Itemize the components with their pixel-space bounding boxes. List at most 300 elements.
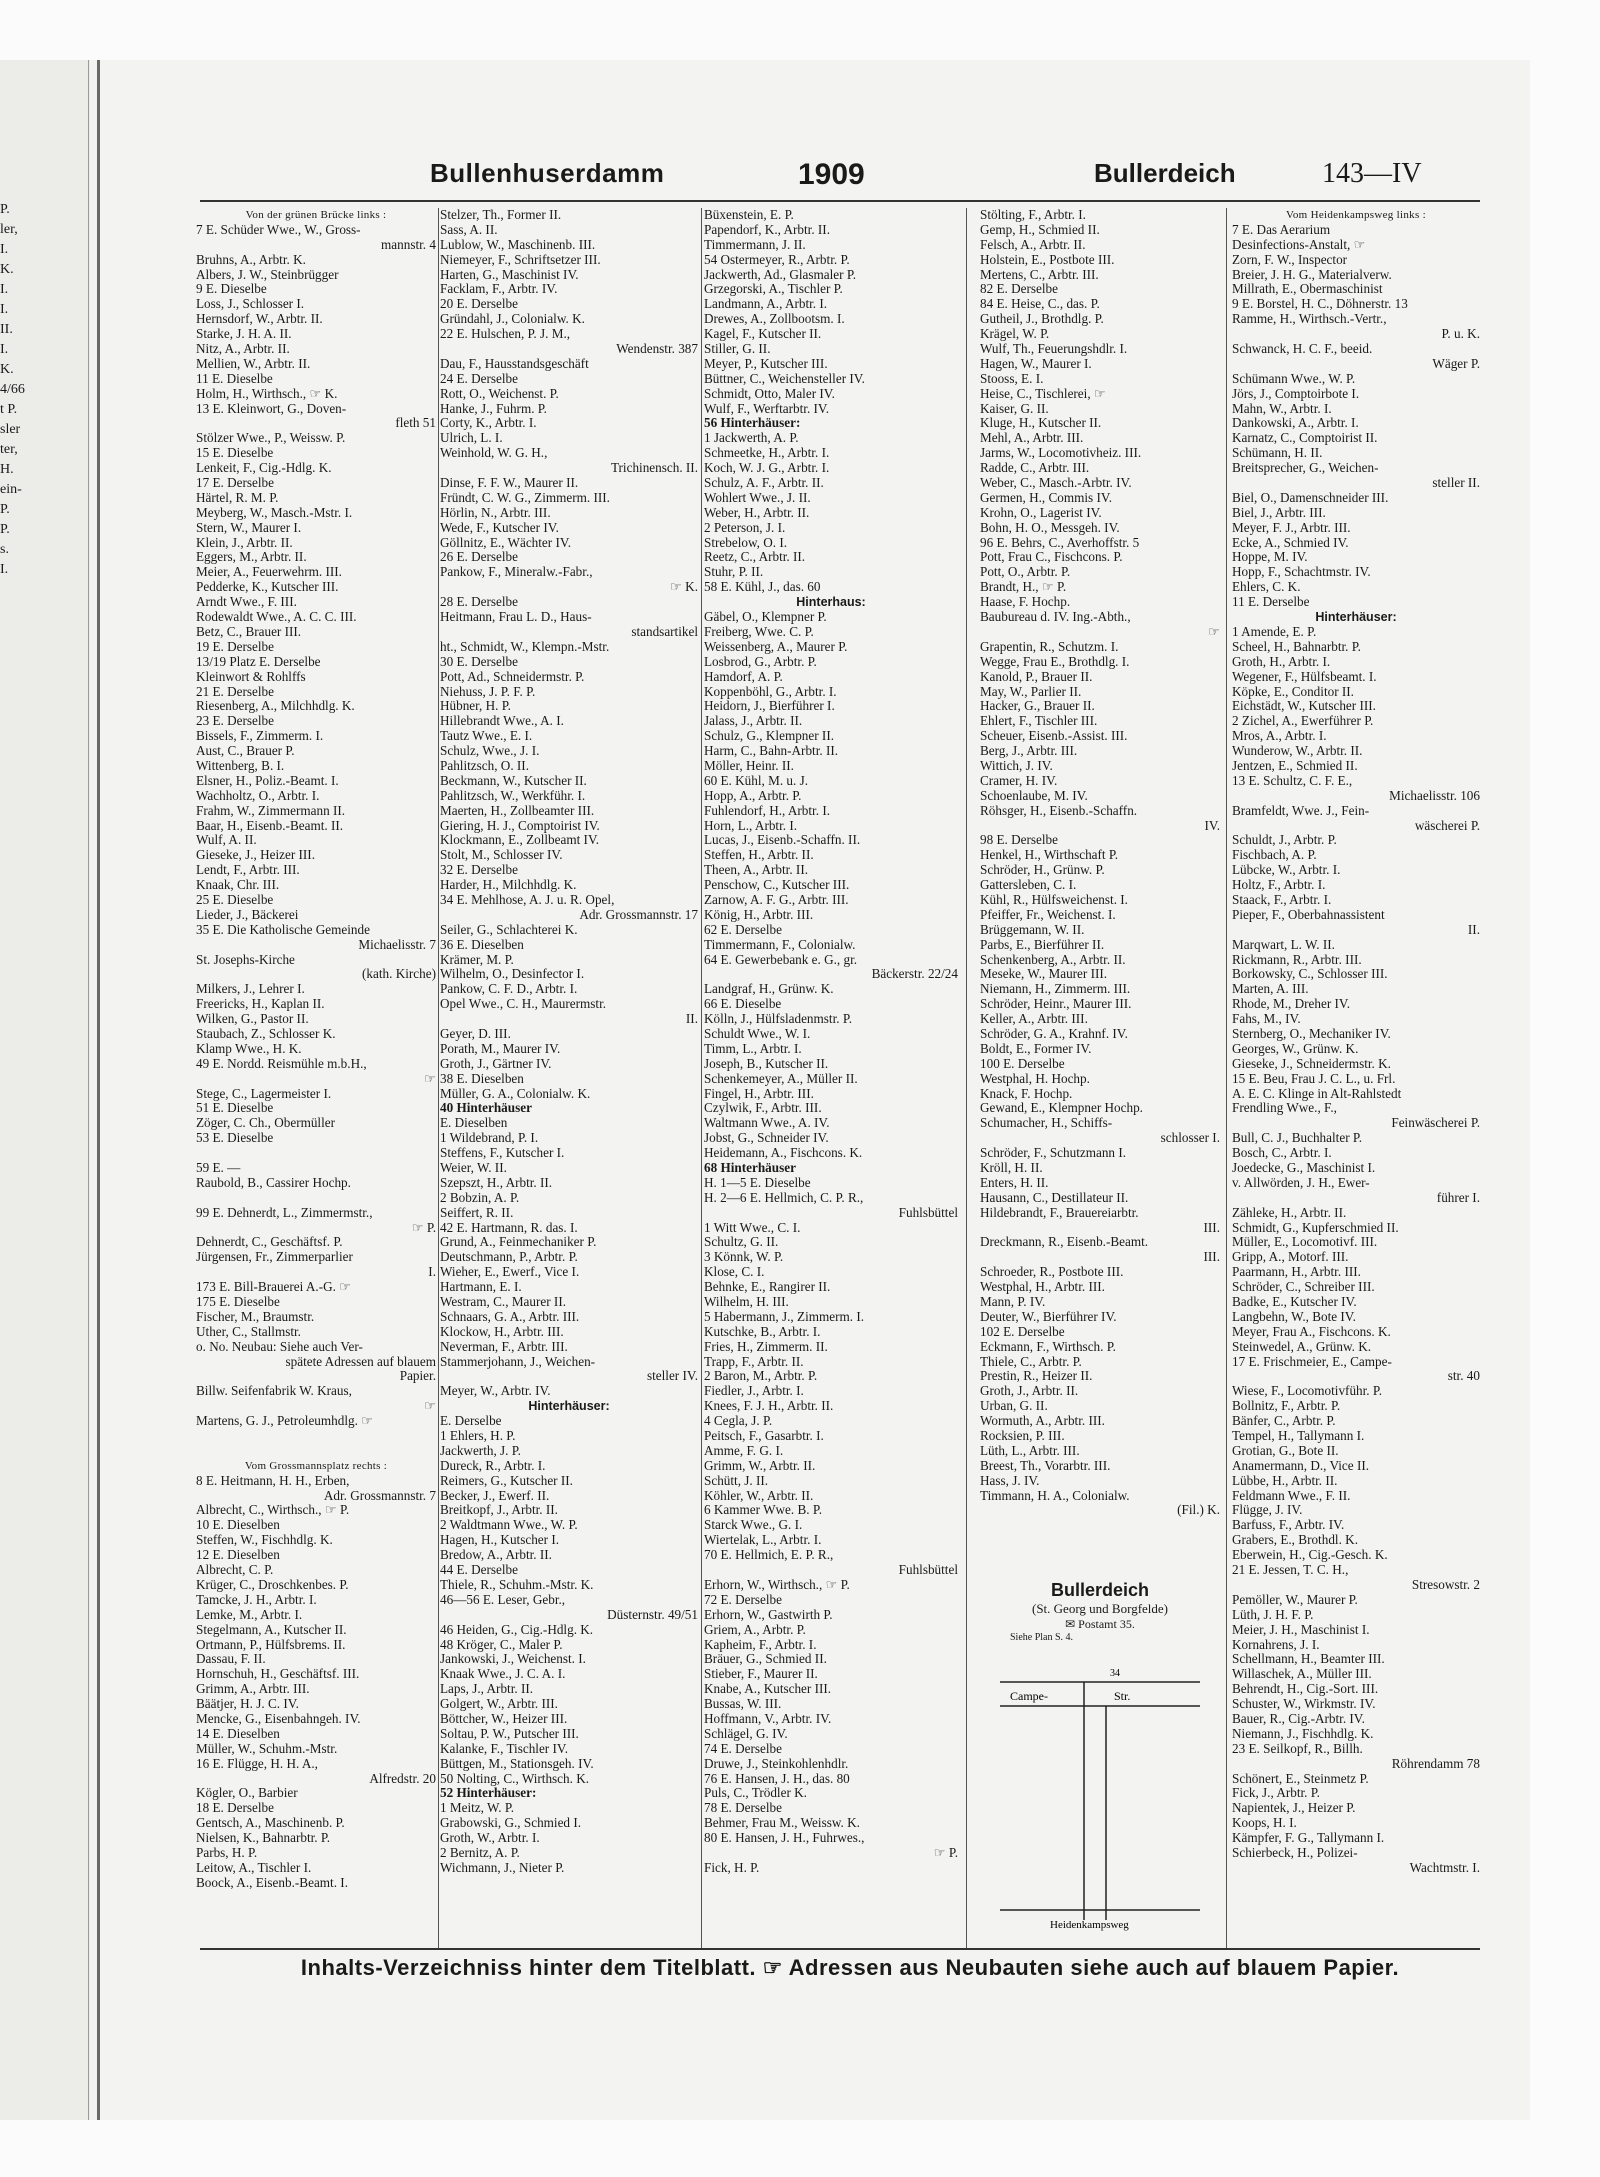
- directory-entry: Fuhlsbüttel: [898, 1563, 958, 1578]
- directory-entry: Kaiser, G. II.: [980, 401, 1049, 416]
- directory-entry: Karnatz, C., Comptoirist II.: [1232, 431, 1378, 446]
- directory-entry: Mellien, W., Arbtr. II.: [196, 356, 311, 371]
- directory-entry: Lüth, J. H. F. P.: [1232, 1607, 1314, 1622]
- directory-entry: Tautz Wwe., E. I.: [440, 729, 533, 744]
- directory-entry: Knees, F. J. H., Arbtr. II.: [704, 1399, 834, 1414]
- previous-page-fragment: P.: [0, 502, 10, 517]
- directory-entry: Wittich, J. IV.: [980, 758, 1053, 773]
- directory-entry: Grimm, A., Arbtr. III.: [196, 1682, 310, 1697]
- directory-entry: Strebelow, O. I.: [704, 535, 788, 550]
- column-divider: [438, 208, 439, 1948]
- directory-entry: Dau, F., Hausstandsgeschäft: [440, 356, 589, 371]
- directory-entry: Fuhlendorf, H., Arbtr. I.: [704, 803, 831, 818]
- directory-entry: Badke, E., Kutscher IV.: [1232, 1295, 1357, 1310]
- directory-entry: führer I.: [1436, 1190, 1480, 1205]
- directory-entry: Nielsen, K., Bahnarbtr. P.: [196, 1831, 331, 1846]
- directory-entry: Bauer, R., Cig.-Arbtr. IV.: [1232, 1711, 1365, 1726]
- directory-entry: Breier, J. H. G., Materialverw.: [1232, 267, 1392, 282]
- directory-entry: Pieper, F., Oberbahnassistent: [1232, 907, 1385, 922]
- directory-entry: 2 Peterson, J. I.: [704, 520, 786, 535]
- directory-entry: Wohlert Wwe., J. II.: [704, 490, 811, 505]
- directory-entry: Joedecke, G., Maschinist I.: [1232, 1161, 1376, 1175]
- directory-entry: Kutschke, B., Arbtr. I.: [704, 1324, 821, 1339]
- directory-entry: Millrath, E., Obermaschinist: [1232, 282, 1383, 297]
- directory-entry: Arndt Wwe., F. III.: [196, 595, 297, 610]
- column-3: [704, 208, 958, 1948]
- directory-entry: 25 E. Dieselbe: [196, 892, 274, 907]
- directory-entry: 1 Witt Wwe., C. I.: [704, 1220, 801, 1235]
- directory-entry: Hillebrandt Wwe., A. I.: [440, 714, 564, 729]
- directory-entry: Lublow, W., Maschinenb. III.: [440, 237, 596, 252]
- directory-entry: Steffen, W., Fischhdlg. K.: [196, 1533, 333, 1548]
- directory-entry: I.: [428, 1265, 436, 1280]
- page-gutter-line: [97, 60, 100, 2120]
- directory-entry: 5 Habermann, J., Zimmerm. I.: [704, 1309, 865, 1324]
- directory-entry: Lendt, F., Arbtr. III.: [196, 863, 300, 878]
- directory-entry: Brandt, H., ☞ P.: [980, 580, 1067, 595]
- directory-entry: 54 Ostermeyer, R., Arbtr. P.: [704, 252, 850, 267]
- directory-entry: Wegener, F., Hülfsbeamt. I.: [1232, 669, 1377, 684]
- directory-entry: Kornahrens, J. I.: [1232, 1637, 1320, 1652]
- directory-entry: Wendenstr. 387: [616, 342, 698, 357]
- directory-entry: Westphal, H., Arbtr. III.: [980, 1280, 1105, 1295]
- directory-entry: Holm, H., Wirthsch., ☞ K.: [196, 386, 338, 401]
- directory-entry: ☞: [1208, 624, 1220, 639]
- directory-entry: Becker, J., Ewerf. II.: [440, 1488, 550, 1503]
- directory-entry: Ecke, A., Schmied IV.: [1232, 535, 1349, 550]
- directory-entry: Germen, H., Commis IV.: [980, 490, 1112, 505]
- directory-entry: Mahn, W., Arbtr. I.: [1232, 401, 1332, 416]
- directory-entry: Schümann, H. II.: [1232, 446, 1323, 461]
- directory-entry: 53 E. Dieselbe: [196, 1131, 274, 1146]
- directory-entry: 76 E. Hansen, J. H., das. 80: [704, 1771, 850, 1786]
- directory-entry: Bussas, W. III.: [704, 1697, 782, 1712]
- directory-entry: Marqwart, L. W. II.: [1232, 937, 1335, 952]
- directory-entry: 58 E. Kühl, J., das. 60: [704, 580, 821, 595]
- directory-entry: Heitmann, Frau L. D., Haus-: [440, 610, 592, 625]
- directory-entry: Napientek, J., Heizer P.: [1232, 1801, 1356, 1816]
- directory-entry: Deutschmann, P., Arbtr. P.: [440, 1250, 578, 1265]
- directory-entry: 2 Waldtmann Wwe., W. P.: [440, 1518, 578, 1533]
- directory-entry: Hopp, A., Arbtr. P.: [704, 788, 802, 803]
- directory-entry: Klockow, H., Arbtr. III.: [440, 1324, 564, 1339]
- directory-entry: 12 E. Dieselben: [196, 1548, 280, 1563]
- directory-entry: Koppenböhl, G., Arbtr. I.: [704, 684, 837, 699]
- directory-entry: Steinwedel, A., Grünw. K.: [1232, 1339, 1372, 1354]
- directory-entry: III.: [1203, 1250, 1220, 1265]
- directory-entry: Jentzen, E., Schmied II.: [1232, 758, 1358, 773]
- directory-entry: Scheuer, Eisenb.-Assist. III.: [980, 729, 1128, 744]
- directory-entry: Adr. Grossmannstr. 17: [579, 907, 698, 922]
- column-4: [980, 208, 1220, 1578]
- directory-entry: Puls, C., Trödler K.: [704, 1786, 807, 1801]
- directory-entry: Schenkenberg, A., Arbtr. II.: [980, 952, 1126, 967]
- directory-entry: Niemann, H., Zimmerm. III.: [980, 982, 1131, 997]
- directory-entry: Schwanck, H. C. F., beeid.: [1232, 342, 1373, 357]
- directory-entry: Albers, J. W., Steinbrügger: [196, 267, 339, 282]
- directory-entry: König, H., Arbtr. III.: [704, 907, 814, 922]
- directory-entry: Geyer, D. III.: [440, 1026, 511, 1041]
- directory-entry: Vom Grossmannsplatz rechts :: [244, 1459, 388, 1472]
- directory-entry: Müller, E., Locomotivf. III.: [1232, 1235, 1378, 1250]
- directory-entry: Feinwäscherei P.: [1391, 1116, 1480, 1131]
- directory-entry: 4 Cegla, J. P.: [704, 1414, 773, 1429]
- directory-entry: Schröder, G. A., Krahnf. IV.: [980, 1026, 1128, 1041]
- directory-entry: Hoffmann, V., Arbtr. IV.: [704, 1711, 832, 1726]
- directory-entry: Niehuss, J. P. F. P.: [440, 684, 536, 699]
- directory-entry: standsartikel: [631, 624, 698, 639]
- directory-entry: Pott, O., Arbtr. P.: [980, 565, 1071, 580]
- directory-entry: Dehnerdt, C., Geschäftsf. P.: [196, 1235, 343, 1250]
- directory-entry: Adr. Grossmannstr. 7: [323, 1488, 436, 1503]
- directory-entry: Timm, L., Arbtr. I.: [704, 1041, 802, 1056]
- directory-entry: Baubureau d. IV. Ing.-Abth.,: [980, 610, 1131, 625]
- directory-entry: Fischbach, A. P.: [1232, 848, 1317, 863]
- directory-entry: Grotian, G., Bote II.: [1232, 1443, 1339, 1458]
- directory-entry: 1 Ehlers, H. P.: [440, 1429, 516, 1444]
- directory-entry: Stelzer, Th., Former II.: [440, 208, 562, 222]
- directory-entry: Jackwerth, Ad., Glasmaler P.: [704, 267, 856, 282]
- directory-entry: 15 E. Beu, Frau J. C. L., u. Frl.: [1232, 1071, 1396, 1086]
- directory-entry: 70 E. Hellmich, E. P. R.,: [704, 1548, 834, 1563]
- directory-entry: Raubold, B., Cassirer Hochp.: [196, 1175, 351, 1190]
- directory-entry: 84 E. Heise, C., das. P.: [980, 297, 1100, 312]
- directory-entry: [196, 1146, 436, 1161]
- directory-entry: Uther, C., Stallmstr.: [196, 1324, 301, 1339]
- directory-entry: Timmermann, F., Colonialw.: [704, 937, 856, 952]
- directory-entry: Dassau, F. II.: [196, 1652, 266, 1667]
- directory-entry: Facklam, F., Arbtr. IV.: [440, 282, 558, 297]
- column-divider: [701, 208, 702, 1948]
- directory-entry: Elsner, H., Poliz.-Beamt. I.: [196, 773, 339, 788]
- directory-entry: 21 E. Jessen, T. C. H.,: [1232, 1563, 1349, 1578]
- directory-entry: Büttgen, M., Stationsgeh. IV.: [440, 1756, 594, 1771]
- directory-entry: Müller, W., Schuhm.-Mstr.: [196, 1741, 338, 1756]
- directory-entry: Hopp, F., Schachtmstr. IV.: [1232, 565, 1371, 580]
- previous-page-fragment: K.: [0, 262, 14, 277]
- directory-entry: Pahlitzsch, O. II.: [440, 758, 529, 773]
- directory-entry: Mehl, A., Arbtr. III.: [980, 431, 1084, 446]
- directory-entry: Grabers, E., Brothdl. K.: [1232, 1533, 1358, 1548]
- directory-entry: Wede, F., Kutscher IV.: [440, 520, 559, 535]
- previous-page-fragment: t P.: [0, 402, 18, 417]
- directory-entry: 15 E. Dieselbe: [196, 446, 274, 461]
- directory-entry: Albrecht, C., Wirthsch., ☞ P.: [196, 1503, 350, 1518]
- directory-entry: Kleinwort & Rohlffs: [196, 669, 306, 684]
- directory-entry: Papier.: [399, 1369, 436, 1384]
- directory-entry: Kühl, R., Hülfsweichenst. I.: [980, 892, 1128, 907]
- directory-entry: Jankowski, J., Weichenst. I.: [440, 1652, 586, 1667]
- directory-entry: Seiler, G., Schlachterei K.: [440, 922, 578, 937]
- directory-entry: Druwe, J., Steinkohlenhdlr.: [704, 1756, 849, 1771]
- directory-entry: Dreckmann, R., Eisenb.-Beamt.: [980, 1235, 1149, 1250]
- directory-entry: Pedderke, K., Kutscher III.: [196, 580, 339, 595]
- directory-entry: Fründt, C. W. G., Zimmerm. III.: [440, 490, 610, 505]
- directory-entry: Hartmann, E. I.: [440, 1280, 522, 1295]
- directory-entry: Weber, H., Arbtr. II.: [704, 505, 810, 520]
- directory-entry: Wittenberg, B. I.: [196, 758, 285, 773]
- directory-entry: IV.: [1204, 818, 1220, 833]
- directory-entry: Bänfer, C., Arbtr. P.: [1232, 1414, 1336, 1429]
- directory-entry: Koops, H. I.: [1232, 1816, 1297, 1831]
- directory-entry: Milkers, J., Lehrer I.: [196, 982, 305, 997]
- directory-entry: Brüggemann, W. II.: [980, 922, 1085, 937]
- directory-entry: 14 E. Dieselben: [196, 1726, 280, 1741]
- directory-entry: Schröder, F., Schutzmann I.: [980, 1146, 1127, 1161]
- directory-entry: 24 E. Derselbe: [440, 371, 518, 386]
- directory-entry: 2 Bobzin, A. P.: [440, 1190, 520, 1205]
- directory-entry: Penschow, C., Kutscher III.: [704, 878, 850, 893]
- directory-entry: Schulz, G., Klempner II.: [704, 729, 835, 744]
- directory-entry: Waltmann Wwe., A. IV.: [704, 1116, 830, 1131]
- directory-entry: Meyer, W., Arbtr. IV.: [440, 1384, 551, 1399]
- directory-entry: Pott, Ad., Schneidermstr. P.: [440, 669, 585, 684]
- directory-entry: Grzegorski, A., Tischler P.: [704, 282, 843, 297]
- directory-entry: E. Dieselben: [440, 1116, 508, 1131]
- directory-entry: 173 E. Bill-Brauerei A.-G. ☞: [196, 1280, 352, 1295]
- directory-entry: Enters, H. II.: [980, 1175, 1049, 1190]
- directory-entry: Meyer, F. J., Arbtr. III.: [1232, 520, 1351, 535]
- directory-entry: Groth, W., Arbtr. I.: [440, 1831, 540, 1846]
- directory-entry: 74 E. Derselbe: [704, 1741, 782, 1756]
- directory-entry: Wieher, E., Ewerf., Vice I.: [440, 1265, 580, 1280]
- directory-entry: Behrendt, H., Cig.-Sort. III.: [1232, 1682, 1379, 1697]
- directory-entry: Kagel, F., Kutscher II.: [704, 327, 822, 342]
- directory-entry: Boldt, E., Former IV.: [980, 1041, 1092, 1056]
- directory-entry: 13 E. Kleinwort, G., Doven-: [196, 401, 347, 416]
- directory-entry: Lucas, J., Eisenb.-Schaffn. II.: [704, 833, 861, 848]
- directory-entry: Eckmann, F., Wirthsch. P.: [980, 1339, 1116, 1354]
- directory-entry: 1 Jackwerth, A. P.: [704, 431, 799, 446]
- directory-entry: Bohn, H. O., Messgeh. IV.: [980, 520, 1120, 535]
- directory-entry: Radde, C., Arbtr. III.: [980, 461, 1090, 476]
- directory-entry: Lüth, L., Arbtr. III.: [980, 1443, 1080, 1458]
- directory-entry: Schönert, E., Steinmetz P.: [1232, 1771, 1369, 1786]
- column-divider: [966, 208, 967, 1948]
- directory-entry: Sass, A. II.: [440, 222, 498, 237]
- column-divider: [1226, 208, 1227, 1948]
- directory-entry: Timmermann, J. II.: [704, 237, 806, 252]
- directory-entry: Schmeetke, H., Arbtr. I.: [704, 446, 830, 461]
- directory-entry: Bollnitz, F., Arbtr. P.: [1232, 1399, 1341, 1414]
- directory-entry: Steffen, H., Arbtr. II.: [704, 848, 814, 863]
- directory-entry: 42 E. Hartmann, R. das. I.: [440, 1220, 578, 1235]
- directory-entry: Stern, W., Maurer I.: [196, 520, 302, 535]
- directory-entry: 7 E. Das Aerarium: [1232, 222, 1331, 237]
- directory-entry: 22 E. Hulschen, P. J. M.,: [440, 327, 571, 342]
- directory-entry: spätete Adressen auf blauem: [285, 1354, 436, 1369]
- directory-entry: Weier, W. II.: [440, 1161, 507, 1175]
- directory-entry: [196, 1429, 436, 1444]
- directory-entry: Scheel, H., Bahnarbtr. P.: [1232, 639, 1361, 654]
- directory-entry: 78 E. Derselbe: [704, 1801, 782, 1816]
- directory-entry: Losbrod, G., Arbtr. P.: [704, 654, 817, 669]
- directory-entry: A. E. C. Klinge in Alt-Rahlstedt: [1232, 1086, 1402, 1101]
- directory-entry: Riesenberg, A., Milchhdlg. K.: [196, 699, 355, 714]
- directory-entry: Schütt, J. II.: [704, 1473, 769, 1488]
- directory-entry: Betz, C., Brauer III.: [196, 624, 302, 639]
- directory-entry: Jörs, J., Comptoirbote I.: [1232, 386, 1360, 401]
- directory-entry: Prestin, R., Heizer II.: [980, 1369, 1093, 1384]
- directory-entry: Westram, C., Maurer II.: [440, 1295, 567, 1310]
- directory-entry: Erhorn, W., Wirthsch., ☞ P.: [704, 1577, 850, 1592]
- directory-entry: 100 E. Derselbe: [980, 1056, 1065, 1071]
- directory-entry: Krüger, C., Droschkenbes. P.: [196, 1577, 349, 1592]
- directory-entry: Bruhns, A., Arbtr. K.: [196, 252, 306, 267]
- directory-entry: Pahlitzsch, W., Werkführ. I.: [440, 788, 586, 803]
- directory-entry: 7 E. Schüder Wwe., W., Gross-: [196, 222, 361, 237]
- directory-entry: Böttcher, W., Heizer III.: [440, 1711, 568, 1726]
- directory-entry: 80 E. Hansen, J. H., Fuhrwes.,: [704, 1831, 865, 1846]
- previous-page-fragment: I.: [0, 562, 9, 577]
- street-map-sketch: [990, 1662, 1210, 1932]
- previous-page-fragment: ter,: [0, 442, 18, 457]
- directory-entry: Grund, A., Feinmechaniker P.: [440, 1235, 597, 1250]
- directory-entry: Jürgensen, Fr., Zimmerparlier: [196, 1250, 353, 1265]
- directory-entry: Henkel, H., Wirthschaft P.: [980, 848, 1119, 863]
- directory-entry: Thiele, C., Arbtr. P.: [980, 1354, 1082, 1369]
- column-5: [1232, 208, 1480, 1948]
- directory-entry: Schenkemeyer, A., Müller II.: [704, 1071, 858, 1086]
- directory-entry: Horn, L., Arbtr. I.: [704, 818, 798, 833]
- directory-entry: Beckmann, W., Kutscher II.: [440, 773, 587, 788]
- directory-entry: Hornschuh, H., Geschäftsf. III.: [196, 1667, 360, 1682]
- directory-entry: P. u. K.: [1441, 327, 1480, 342]
- directory-entry: Felsch, A., Arbtr. II.: [980, 237, 1086, 252]
- directory-entry: Fingel, H., Arbtr. III.: [704, 1086, 814, 1101]
- plan-reference: Siehe Plan S. 4.: [1010, 1632, 1074, 1643]
- directory-entry: Schmidt, Otto, Maler IV.: [704, 386, 835, 401]
- directory-entry: Bissels, F., Zimmerm. I.: [196, 729, 324, 744]
- directory-entry: Knabe, A., Kutscher III.: [704, 1682, 832, 1697]
- directory-entry: Kalanke, F., Tischler IV.: [440, 1741, 569, 1756]
- directory-entry: Hagen, H., Kutscher I.: [440, 1533, 560, 1548]
- directory-entry: Anamermann, D., Vice II.: [1232, 1458, 1370, 1473]
- directory-entry: Ortmann, P., Hülfsbrems. II.: [196, 1637, 346, 1652]
- directory-entry: Bräuer, G., Schmied II.: [704, 1652, 827, 1667]
- directory-entry: Von der grünen Brücke links :: [245, 209, 387, 221]
- directory-entry: Wilken, G., Pastor II.: [196, 1012, 309, 1027]
- directory-entry: Deuter, W., Bierführer IV.: [980, 1309, 1117, 1324]
- directory-entry: Vom Heidenkampsweg links :: [1286, 209, 1426, 221]
- directory-entry: Wachholtz, O., Arbtr. I.: [196, 788, 320, 803]
- directory-entry: Maerten, H., Zollbeamter III.: [440, 803, 595, 818]
- directory-entry: 44 E. Derselbe: [440, 1563, 518, 1578]
- directory-entry: Knaak Wwe., J. C. A. I.: [440, 1667, 566, 1682]
- directory-entry: 13 E. Schultz, C. F. E.,: [1232, 773, 1353, 788]
- directory-entry: Breitkopf, J., Arbtr. II.: [440, 1503, 558, 1518]
- directory-entry: Flügge, J. IV.: [1232, 1503, 1303, 1518]
- directory-entry: Krämer, M. P.: [440, 952, 514, 967]
- directory-entry: Gieseke, J., Schneidermstr. K.: [1232, 1056, 1391, 1071]
- directory-entry: Martens, G. J., Petroleumhdlg. ☞: [196, 1414, 374, 1429]
- directory-entry: Giering, H. J., Comptoirist IV.: [440, 818, 600, 833]
- directory-entry: 19 E. Derselbe: [196, 639, 274, 654]
- directory-entry: Schmidt, G., Kupferschmied II.: [1232, 1220, 1399, 1235]
- directory-entry: Gründahl, J., Colonialw. K.: [440, 312, 585, 327]
- directory-entry: Gripp, A., Motorf. III.: [1232, 1250, 1349, 1265]
- directory-entry: Gattersleben, C. I.: [980, 878, 1077, 893]
- directory-entry: Hörlin, N., Arbtr. III.: [440, 505, 551, 520]
- directory-entry: Stuhr, P. II.: [704, 565, 764, 580]
- directory-entry: Pankow, F., Mineralw.-Fabr.,: [440, 565, 593, 580]
- directory-entry: Pfeiffer, Fr., Weichenst. I.: [980, 907, 1116, 922]
- directory-entry: 17 E. Frischmeier, E., Campe-: [1232, 1354, 1392, 1369]
- directory-entry: Baar, H., Eisenb.-Beamt. II.: [196, 818, 344, 833]
- previous-page-fragment: ein-: [0, 482, 22, 497]
- previous-page-fragment: II.: [0, 322, 13, 337]
- directory-entry: Schuldt, J., Arbtr. P.: [1232, 833, 1337, 848]
- directory-entry: Ulrich, L. I.: [440, 431, 503, 446]
- section-subtitle: (St. Georg und Borgfelde): [1032, 1601, 1168, 1616]
- directory-entry: 21 E. Derselbe: [196, 684, 274, 699]
- directory-entry: Steffens, F., Kutscher I.: [440, 1146, 565, 1161]
- directory-entry: Wichmann, J., Nieter P.: [440, 1860, 565, 1875]
- directory-entry: Krohn, O., Lagerist IV.: [980, 505, 1102, 520]
- previous-page-fragment: 4/66: [0, 382, 25, 397]
- directory-entry: Paarmann, H., Arbtr. III.: [1232, 1265, 1361, 1280]
- directory-entry: Fahs, M., IV.: [1232, 1012, 1301, 1027]
- directory-entry: Röhrendamm 78: [1391, 1756, 1480, 1771]
- directory-entry: Eichstädt, W., Kutscher III.: [1232, 699, 1376, 714]
- directory-entry: Wachtmstr. I.: [1409, 1860, 1480, 1875]
- directory-entry: 48 Kröger, C., Maler P.: [440, 1637, 563, 1652]
- directory-entry: Alfredstr. 20: [369, 1771, 436, 1786]
- directory-entry: 40 Hinterhäuser: [440, 1101, 532, 1116]
- directory-entry: Gewand, E., Klempner Hochp.: [980, 1101, 1143, 1116]
- directory-entry: Gemp, H., Schmied II.: [980, 222, 1100, 237]
- directory-entry: Hoppe, M. IV.: [1232, 550, 1308, 565]
- directory-entry: fleth 51: [395, 416, 436, 431]
- directory-entry: 1 Amende, E. P.: [1232, 624, 1317, 639]
- directory-entry: steller IV.: [646, 1369, 698, 1384]
- directory-entry: Neverman, F., Arbtr. III.: [440, 1339, 568, 1354]
- directory-entry: Corty, K., Arbtr. I.: [440, 416, 537, 431]
- directory-entry: Lieder, J., Bäckerei: [196, 907, 299, 922]
- directory-entry: H. 1—5 E. Dieselbe: [704, 1175, 811, 1190]
- directory-entry: Behnke, E., Rangirer II.: [704, 1280, 831, 1295]
- directory-entry: Schroeder, R., Postbote III.: [980, 1265, 1124, 1280]
- directory-entry: Fick, H. P.: [704, 1860, 760, 1875]
- directory-entry: Hübner, H. P.: [440, 699, 511, 714]
- directory-entry: Mertens, C., Arbtr. III.: [980, 267, 1099, 282]
- previous-page-fragment: H.: [0, 462, 14, 477]
- directory-entry: Leitow, A., Tischler I.: [196, 1860, 312, 1875]
- directory-entry: Starck Wwe., G. I.: [704, 1518, 803, 1533]
- directory-entry: Schellmann, H., Beamter III.: [1232, 1652, 1385, 1667]
- directory-entry: Härtel, R. M. P.: [196, 490, 279, 505]
- directory-entry: Loss, J., Schlosser I.: [196, 297, 305, 312]
- directory-entry: Biel, J., Arbtr. III.: [1232, 505, 1326, 520]
- directory-entry: Wäger P.: [1432, 356, 1480, 371]
- directory-entry: Schnaars, G. A., Arbtr. III.: [440, 1309, 580, 1324]
- directory-entry: 23 E. Seilkopf, R., Billh.: [1232, 1741, 1363, 1756]
- directory-entry: v. Allwörden, J. H., Ewer-: [1232, 1175, 1370, 1190]
- directory-entry: Schoenlaube, M. IV.: [980, 788, 1088, 803]
- directory-entry: Büttner, C., Weichensteller IV.: [704, 371, 865, 386]
- map-label-number: 34: [1110, 1668, 1120, 1679]
- directory-entry: Gentsch, A., Maschinenb. P.: [196, 1816, 345, 1831]
- directory-entry: 51 E. Dieselbe: [196, 1101, 274, 1116]
- directory-entry: Stege, C., Lagermeister I.: [196, 1086, 332, 1101]
- directory-entry: Heidorn, J., Bierführer I.: [704, 699, 835, 714]
- directory-entry: Breest, Th., Vorarbtr. III.: [980, 1458, 1111, 1473]
- directory-entry: Tempel, H., Tallymann I.: [1232, 1429, 1365, 1444]
- directory-entry: Frendling Wwe., F.,: [1232, 1101, 1337, 1116]
- directory-entry: Haase, F. Hochp.: [980, 595, 1071, 610]
- section-title: Bullerdeich: [1050, 1580, 1150, 1600]
- directory-entry: Meyer, Frau A., Fischcons. K.: [1232, 1324, 1391, 1339]
